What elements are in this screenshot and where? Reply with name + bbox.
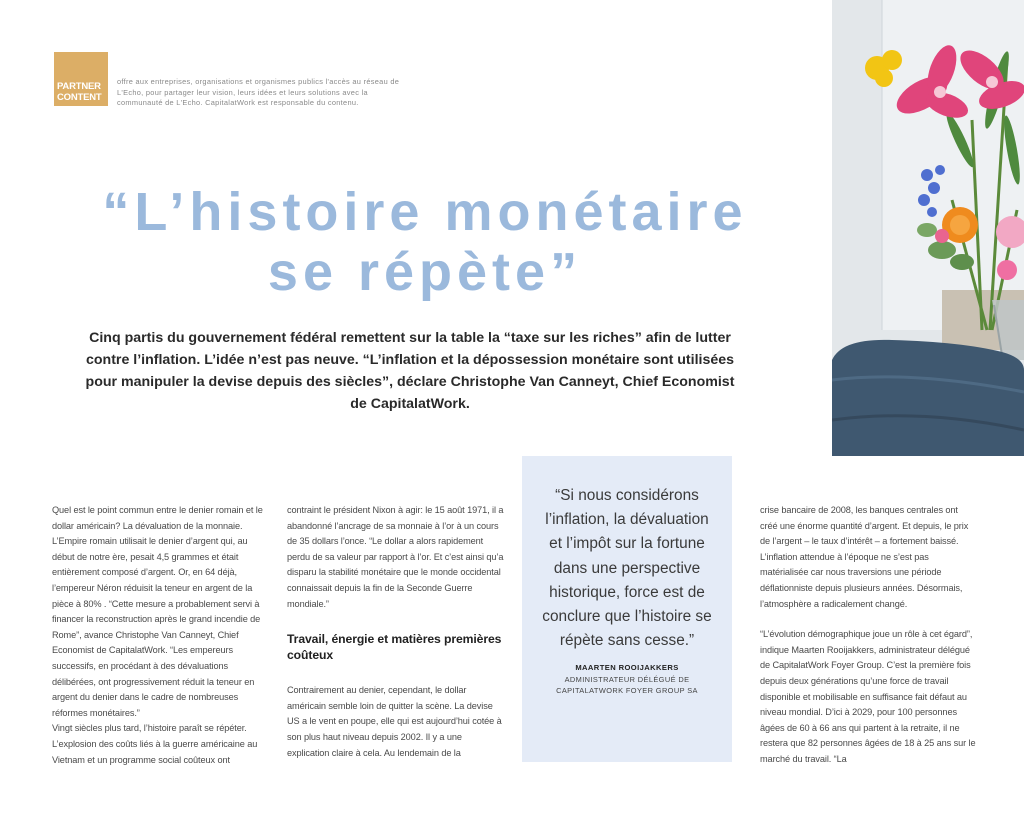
pull-quote-author: MAARTEN ROOIJAKKERS bbox=[575, 663, 679, 673]
pull-quote-role-line-2: CAPITALATWORK FOYER GROUP SA bbox=[556, 686, 698, 696]
badge-line-2: CONTENT bbox=[57, 92, 102, 103]
column-1-paragraph-1: Quel est le point commun entre le denier romain et le dollar américain? La dévaluation de la monnaie. L’Empire romain utilisait le denier d’argent qui, au début de notre ère, pesait 4,5 grammes et était entièrement composé d’argent. Or, en 64 déjà, l’empereur Néron réduisit la teneur en argent de la pièce à 80% . “Cette mesure a probablement servi à financer la reconstruction après le grand incendie de Rome”, avance Christophe Van Canneyt, Chief Economist de CapitalatWork. “Les empereurs successifs, en procédant à des dévaluations délibérées, ont progressivement réduit la teneur en argent du denier dans le cadre de nombreuses réformes monétaires.” bbox=[52, 505, 263, 718]
flower-bouquet-illustration bbox=[832, 0, 1024, 456]
title-line-1: “L’histoire monétaire bbox=[102, 182, 748, 242]
column-2-paragraph-1: contraint le président Nixon à agir: le 15 août 1971, il a abandonné l’ancrage de sa monnaie à l’or à un cours de 35 dollars l’once. “Le dollar a alors rapidement perdu de sa valeur par rapport à l’or. Et c’est ainsi qu’a disparu la stabilité monétaire que le monde occidental connaissait depuis la fin de la Seconde Guerre mondiale.” bbox=[287, 505, 504, 609]
article-title bbox=[40, 182, 810, 302]
article-column-2 bbox=[287, 503, 504, 761]
pull-quote-role-line-1: ADMINISTRATEUR DÉLÉGUÉ DE bbox=[564, 675, 690, 685]
article-column-1 bbox=[52, 503, 269, 768]
pull-quote-text: “Si nous considérons l’inflation, la dévaluation et l’impôt sur la fortune dans une perspective historique, force est de conclure que l’histoire se répète sans cesse.” bbox=[542, 487, 712, 650]
column-4-paragraph-1: crise bancaire de 2008, les banques centrales ont créé une énorme quantité d’argent. Et depuis, le prix de l’argent – le taux d’intérêt – a fortement baissé. L’inflation attendue à l’époque ne s’est pas matérialisée car nous traversions une période déflationniste depuis plusieurs années. Désormais, l’atmosphère a radicalement changé. bbox=[760, 505, 969, 609]
badge-line-1: PARTNER bbox=[57, 81, 101, 92]
title-line-2: se répète” bbox=[267, 242, 583, 302]
column-1-paragraph-2: Vingt siècles plus tard, l’histoire paraît se répéter. L’explosion des coûts liés à la guerre américaine au Vietnam et un programme social coûteux ont bbox=[52, 723, 258, 765]
article-column-4 bbox=[760, 503, 976, 768]
pull-quote bbox=[522, 456, 732, 762]
column-4-paragraph-2: “L’évolution démographique joue un rôle à cet égard”, indique Maarten Rooijakkers, administrateur délégué de CapitalatWork Foyer Group. C’est la première fois depuis deux générations qu’une force de travail disponible et mobilisable en suffisance fait défaut au niveau mondial. D’ici à 2029, pour 100 personnes âgées de 60 à 66 ans qui partent à la retraite, il ne restera que 82 personnes âgées de 18 à 25 ans sur le marché du travail. “La bbox=[760, 629, 976, 764]
section-subheading: Travail, énergie et matières premières coûteux bbox=[287, 632, 502, 662]
column-2-paragraph-2: Contrairement au denier, cependant, le dollar américain semble loin de quitter la scène. La devise US a le vent en poupe, elle qui est aujourd’hui cotée à son plus haut niveau depuis 2002. Il y a une explication claire à cela. Au lendemain de la bbox=[287, 685, 502, 758]
flower-bouquet-photo bbox=[832, 0, 1024, 456]
partner-disclaimer: offre aux entreprises, organisations et organismes publics l'accès au réseau de L'Echo, pour partager leur vision, leurs idées et leurs solutions avec la communauté de L'Echo. CapitalatWork est responsable du contenu. bbox=[117, 77, 400, 107]
partner-content-badge bbox=[54, 52, 108, 106]
article-lead: Cinq partis du gouvernement fédéral remettent sur la table la “taxe sur les riches” afin de lutter contre l’inflation. L’idée n’est pas neuve. “L’inflation et la dépossession monétaire sont utilisées pour manipuler la devise depuis des siècles”, déclare Christophe Van Canneyt, Chief Economist de CapitalatWork. bbox=[85, 330, 735, 412]
pull-quote-role bbox=[522, 674, 732, 696]
